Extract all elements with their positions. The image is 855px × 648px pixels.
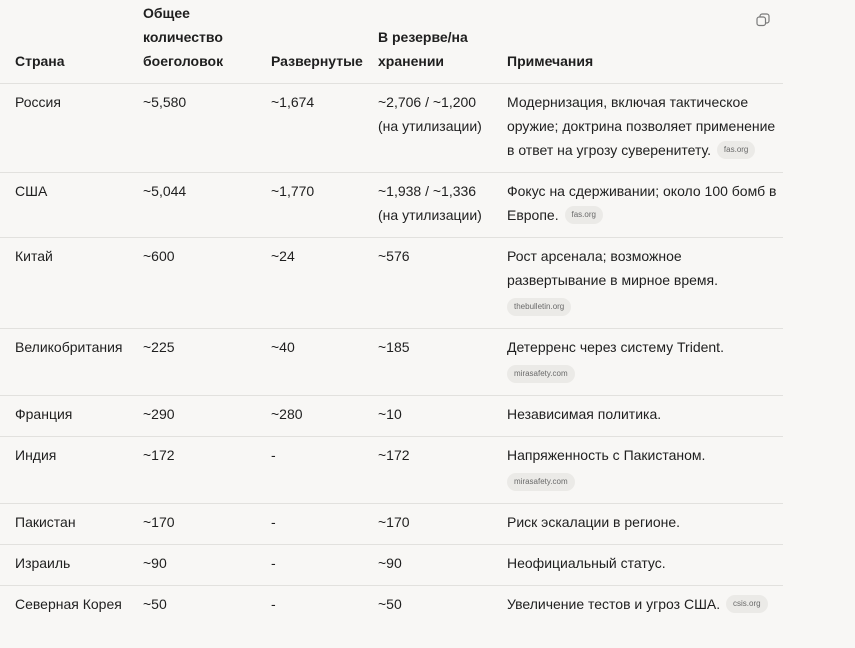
notes-text: Риск эскалации в регионе. [507,514,681,530]
cell-notes [507,173,783,238]
cell-country: Россия [0,84,143,173]
cell-total: ~5,044 [143,173,271,238]
table-row [0,173,783,238]
header-deployed [271,0,378,84]
cell-total: ~50 [143,596,167,612]
cell-notes [507,84,783,173]
cell-reserve: ~185 [378,329,507,396]
cell-total: ~172 [143,437,271,504]
reserve-note: (на утилизации) [378,207,482,223]
cell-deployed: - [271,437,378,504]
cell-country: Великобритания [0,329,143,396]
cell-deployed: ~1,770 [271,173,378,238]
cell-total: ~290 [143,396,271,437]
cell-country: США [0,173,143,238]
citation-line [507,292,783,318]
cell-deployed: - [271,596,276,612]
cell-deployed: ~1,674 [271,84,378,173]
source-citation[interactable]: csis.org [726,595,768,613]
cell-reserve: ~172 [378,437,507,504]
table-row [0,396,783,437]
reserve-value: ~1,938 / ~1,336 [378,183,477,199]
cell-country: Северная Корея [15,596,122,612]
header-total-line3: боеголовок [143,53,224,69]
cell-deployed: ~24 [271,238,378,329]
notes-text: Увеличение тестов и угроз США. [507,596,721,612]
header-total-line1: Общее [143,5,190,21]
citation-line [507,467,783,493]
cell-country: Израиль [0,545,143,586]
source-citation[interactable]: fas.org [565,206,603,224]
notes-text: Фокус на сдерживании; около 100 бомб в Европе. [507,183,777,223]
table-row [0,329,783,396]
table-row [0,586,783,627]
citation-line [507,359,783,385]
cell-reserve: ~576 [378,238,507,329]
cell-deployed: ~280 [271,396,378,437]
cell-notes [507,238,783,329]
cell-notes [507,329,783,396]
header-total-line2: количество [143,29,223,45]
reserve-value: ~2,706 / ~1,200 [378,94,477,110]
cell-country: Франция [0,396,143,437]
cell-notes [507,504,783,545]
source-citation[interactable]: thebulletin.org [507,298,571,316]
cell-deployed: - [271,545,378,586]
notes-text: Модернизация, включая тактическое оружие; доктрина позволяет применение в ответ на угрозу суверенитету. [507,94,776,158]
source-citation[interactable]: fas.org [717,141,755,159]
header-country [0,0,143,84]
cell-country: Китай [0,238,143,329]
table-row [0,84,783,173]
cell-reserve [378,84,507,173]
header-country-label: Страна [15,53,65,69]
cell-country: Индия [0,437,143,504]
notes-text: Независимая политика. [507,406,662,422]
table-row [0,437,783,504]
cell-reserve: ~50 [378,596,402,612]
table-row [0,504,783,545]
header-notes [507,0,783,84]
cell-total: ~5,580 [143,84,271,173]
cell-reserve [378,173,507,238]
notes-text: Детерренс через систему Trident. [507,339,724,355]
source-citation[interactable]: mirasafety.com [507,365,575,383]
cell-notes [507,437,783,504]
notes-text: Неофициальный статус. [507,555,666,571]
source-citation[interactable]: mirasafety.com [507,473,575,491]
header-reserve [378,0,507,84]
cell-deployed: ~40 [271,329,378,396]
table-header-row [0,0,783,84]
cell-total: ~225 [143,329,271,396]
header-reserve-line1: В резерве/на [378,29,468,45]
cell-notes [507,396,783,437]
header-deployed-label: Развернутые [271,53,363,69]
cell-country: Пакистан [0,504,143,545]
header-total [143,0,271,84]
reserve-note: (на утилизации) [378,118,482,134]
header-reserve-line2: хранении [378,53,445,69]
cell-total: ~90 [143,545,271,586]
table-row [0,545,783,586]
notes-text: Напряженность с Пакистаном. [507,447,706,463]
notes-text: Рост арсенала; возможное развертывание в мирное время. [507,248,719,288]
cell-deployed: - [271,504,378,545]
cell-total: ~170 [143,504,271,545]
header-notes-label: Примечания [507,53,594,69]
cell-total: ~600 [143,238,271,329]
cell-reserve: ~10 [378,396,507,437]
cell-reserve: ~90 [378,545,507,586]
table-row [0,238,783,329]
cell-notes [507,545,783,586]
cell-reserve: ~170 [378,504,507,545]
cell-notes [507,586,783,627]
